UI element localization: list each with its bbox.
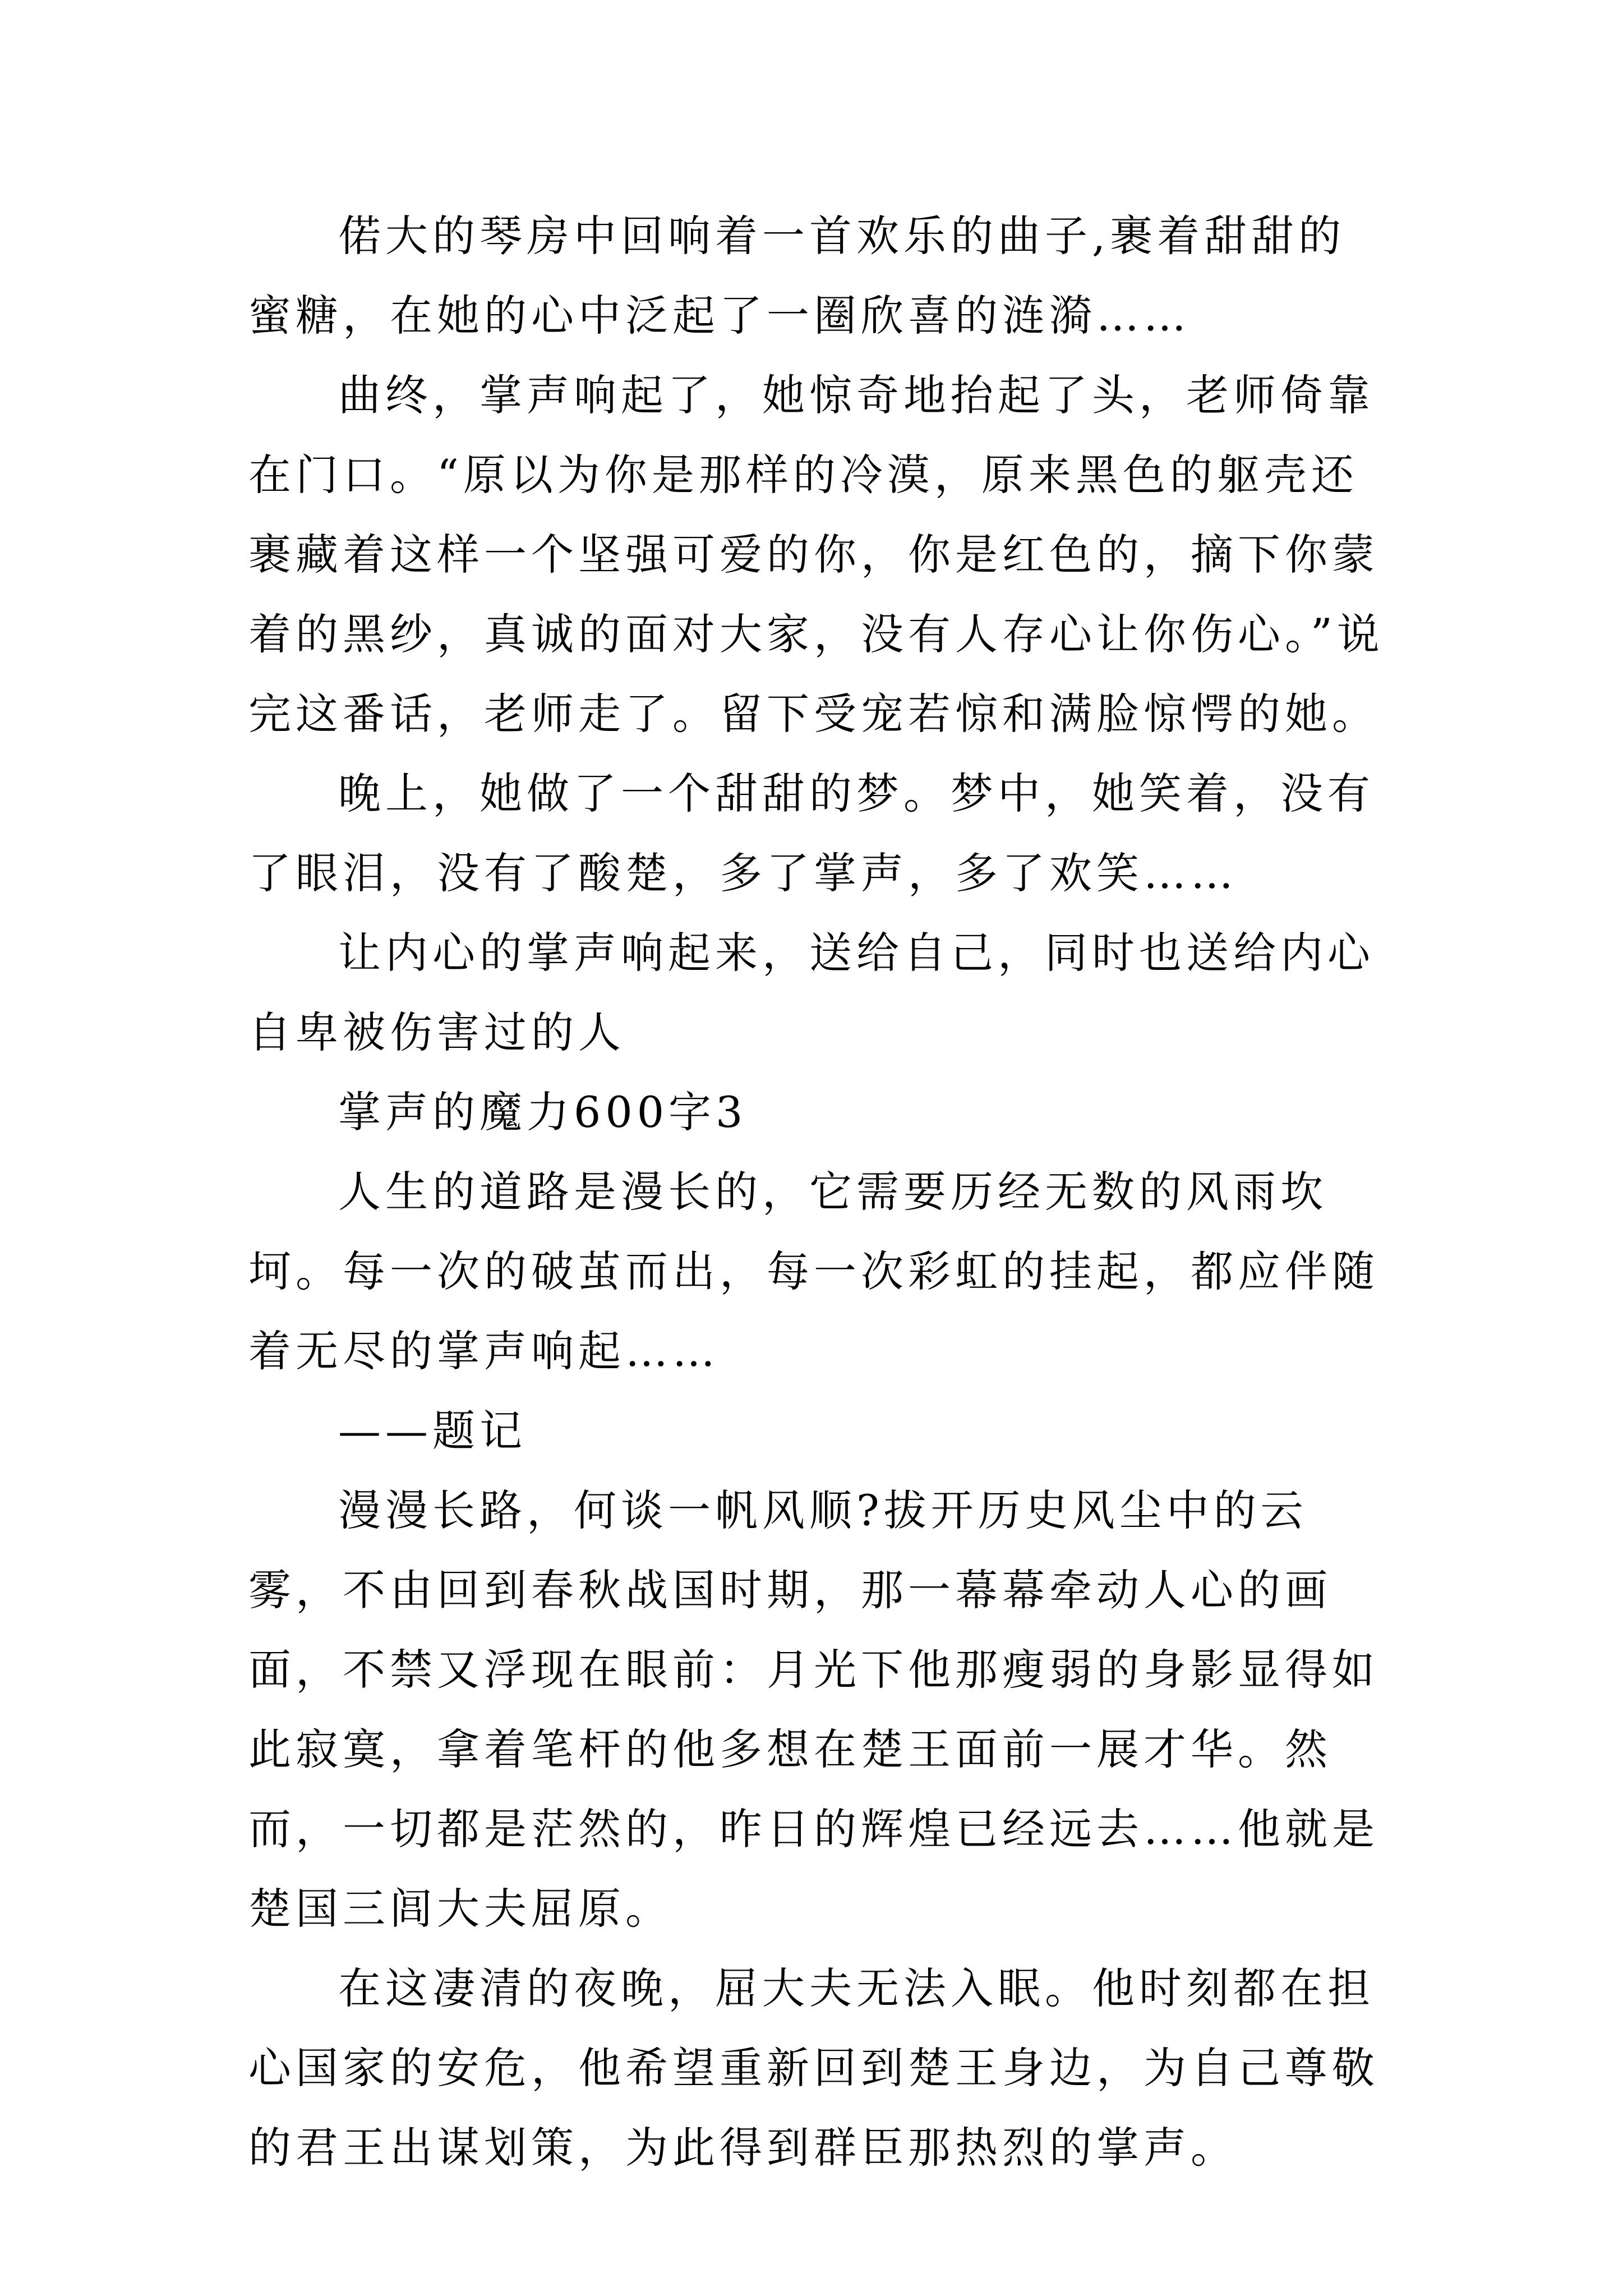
paragraph-inner-applause: 让内心的掌声响起来，送给自己，同时也送给内心自卑被伤害过的人 (248, 928, 1375, 1057)
paragraph-inscription: ——题记 (338, 1406, 527, 1456)
paragraph-evening-dream: 晚上，她做了一个甜甜的梦。梦中，她笑着，没有了眼泪，没有了酸楚，多了掌声，多了欢笑…… (248, 769, 1375, 898)
paragraph-life-road: 人生的道路是漫长的，它需要历经无数的风雨坎坷。每一次的破茧而出，每一次彩虹的挂起，都应伴随着无尽的掌声响起…… (248, 1167, 1379, 1376)
paragraph-piano-room: 偌大的琴房中回响着一首欢乐的曲子,裹着甜甜的蜜糖，在她的心中泛起了一圈欣喜的涟漪…… (248, 211, 1346, 341)
section-heading: 掌声的魔力600字3 (338, 1087, 748, 1137)
paragraph-sleepless-night: 在这凄清的夜晚，屈大夫无法入眠。他时刻都在担心国家的安危，他希望重新回到楚王身边，为自己尊敬的君王出谋划策，为此得到群臣那热烈的掌声。 (248, 1963, 1379, 2173)
paragraph-qu-yuan: 漫漫长路，何谈一帆风顺?拔开历史风尘中的云雾，不由回到春秋战国时期，那一幕幕牵动人心的画面，不禁又浮现在眼前：月光下他那瘦弱的身影显得如此寂寞，拿着笔杆的他多想在楚王面前一展才华。然而，一切都是茫然的，昨日的辉煌已经远去……他就是楚国三闾大夫屈原。 (248, 1485, 1379, 1934)
document-page (248, 196, 1387, 2188)
paragraph-applause-teacher: 曲终，掌声响起了，她惊奇地抬起了头，老师倚靠在门口。“原以为你是那样的冷漠，原来黑色的躯壳还裹藏着这样一个坚强可爱的你，你是红色的，摘下你蒙着的黑纱，真诚的面对大家，没有人存心让你伤心。”说完这番话，老师走了。留下受宠若惊和满脸惊愕的她。 (248, 370, 1384, 739)
